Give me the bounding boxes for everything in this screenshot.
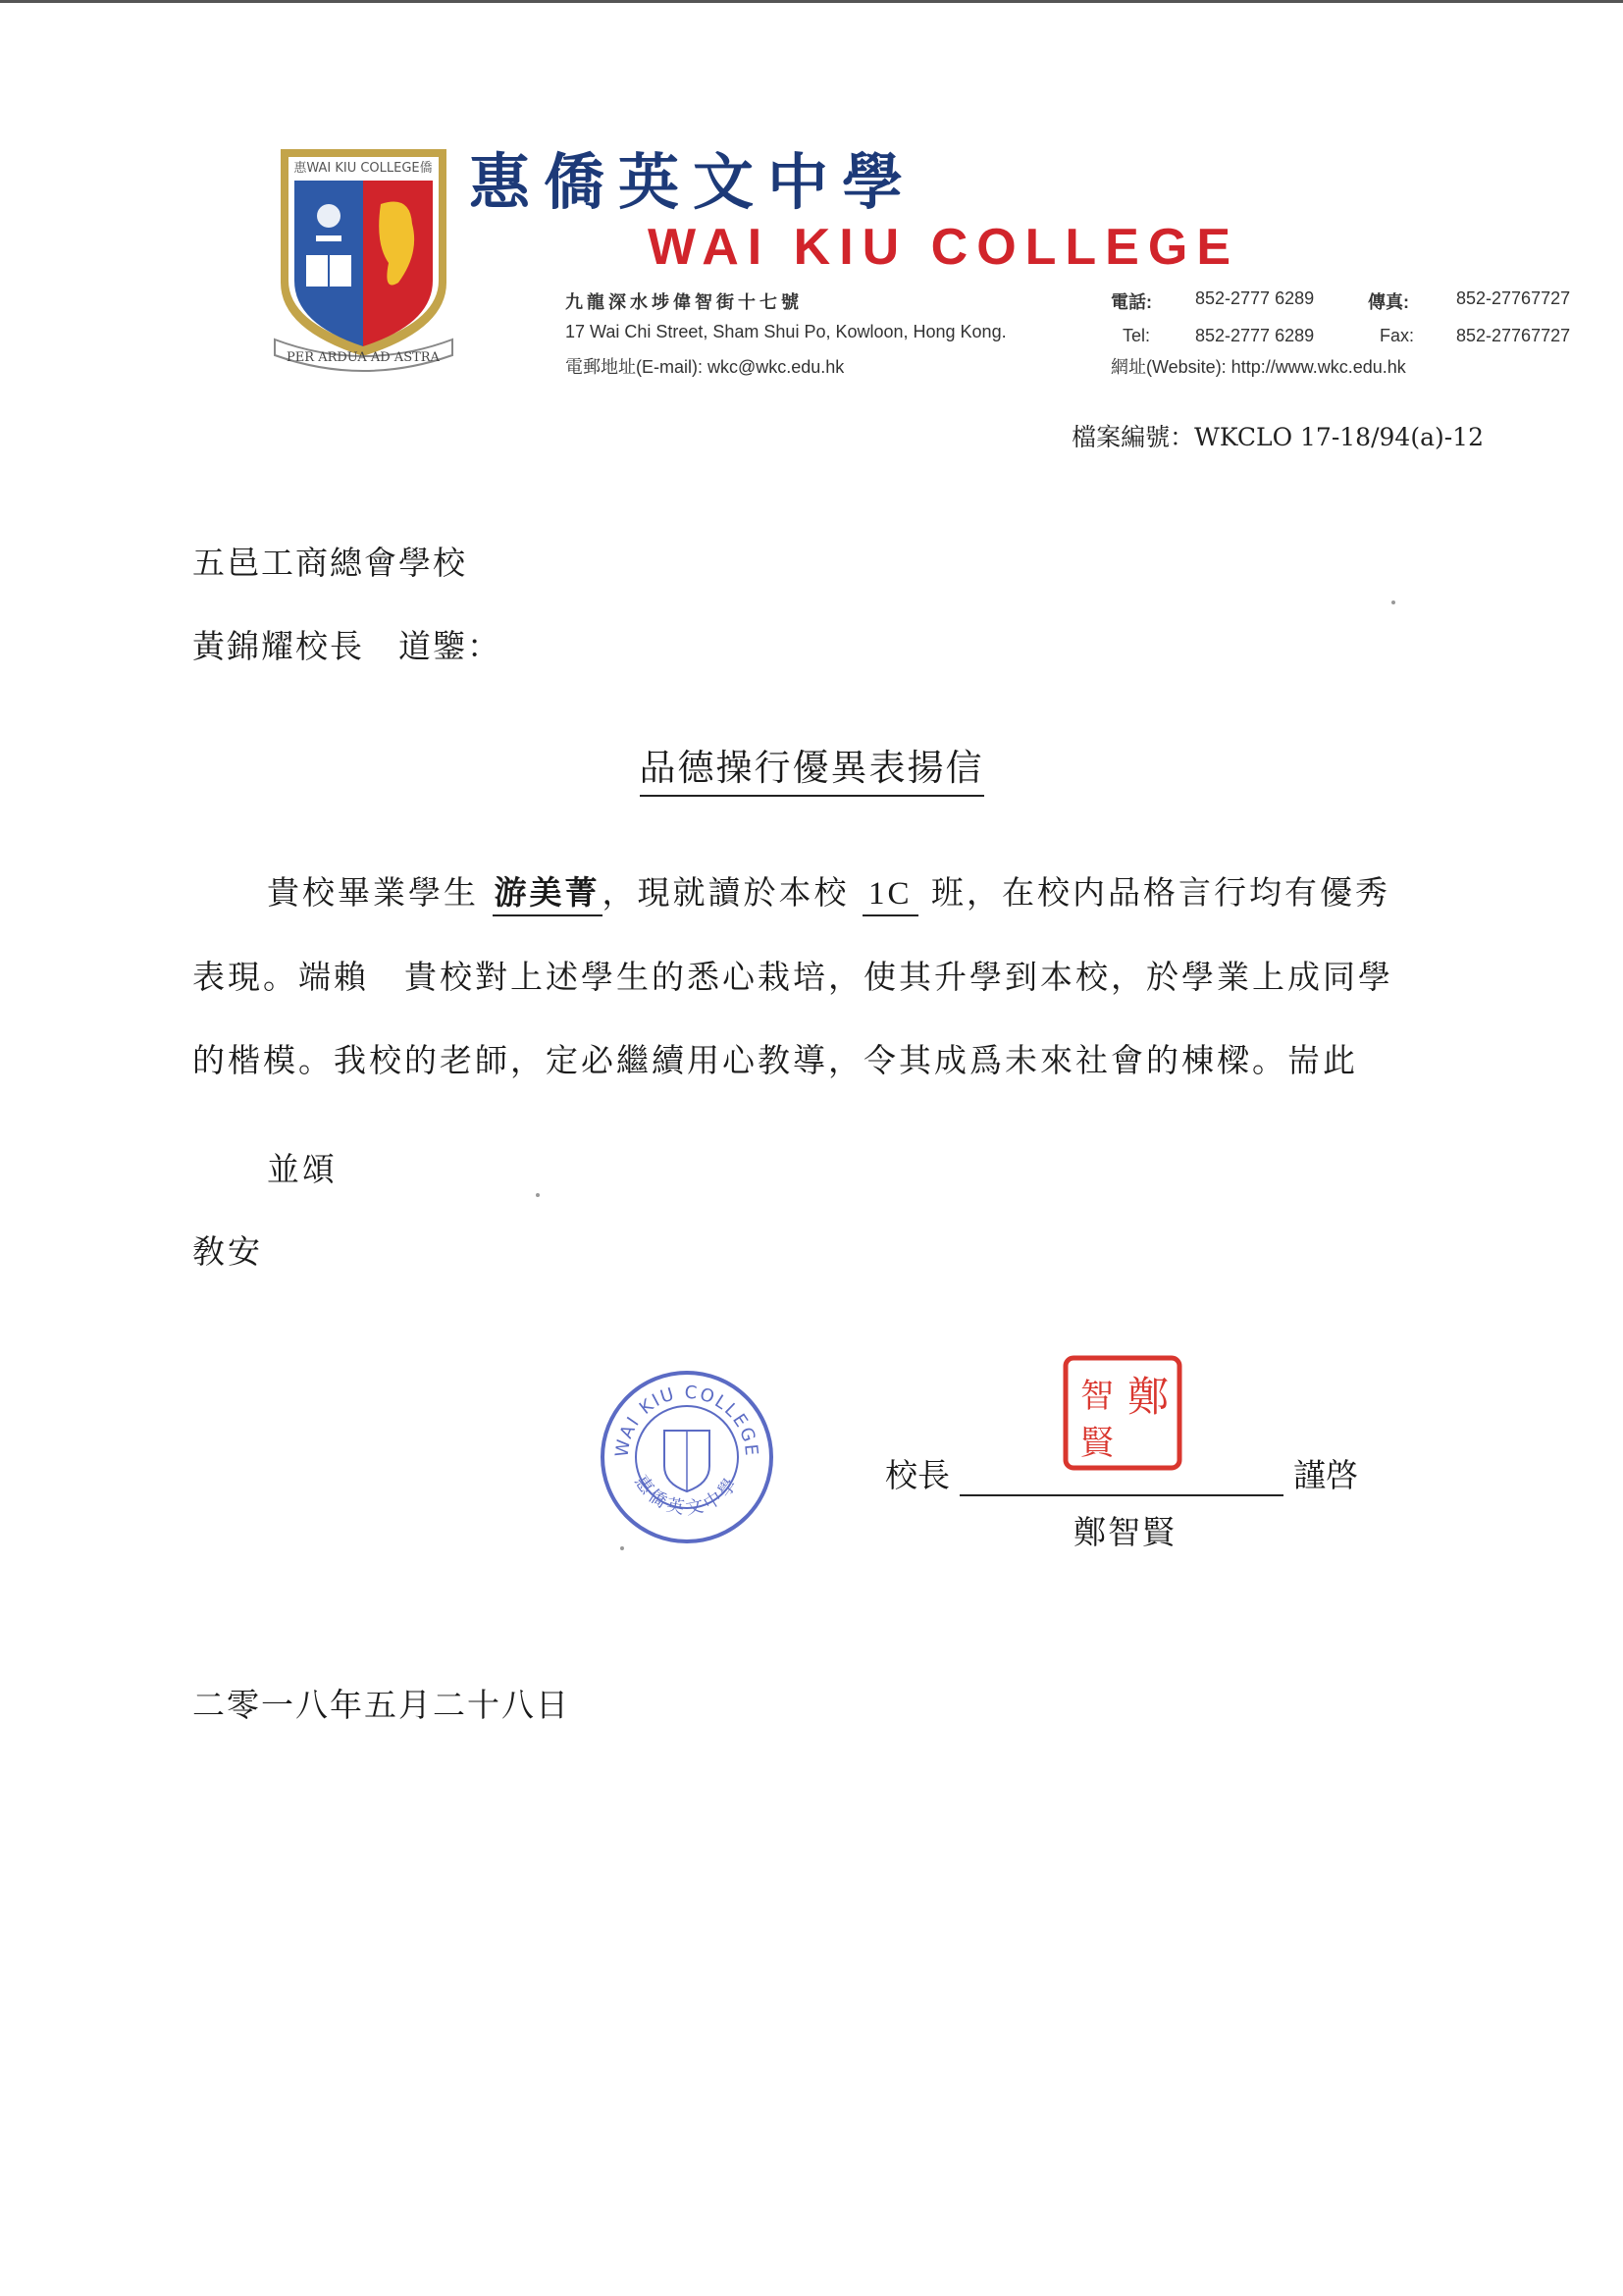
scan-speck (620, 1546, 624, 1550)
school-name-en: WAI KIU COLLEGE (648, 219, 1239, 276)
fax-label-zh: 傳真: (1368, 292, 1409, 312)
body-line-1 (267, 867, 1390, 913)
body-line1-prefix: 貴校畢業學生 (267, 873, 493, 912)
signature-line (960, 1455, 1283, 1496)
letter-date: 二零一八年五月二十八日 (192, 1686, 570, 1724)
body-line-2: 表現。端賴 貴校對上述學生的悉心栽培，使其升學到本校，於學業上成同學 (192, 958, 1393, 996)
salutation: 黃錦耀校長 道鑒： (192, 627, 501, 665)
fax-zh: 852-27767727 (1456, 288, 1571, 308)
body-line-3: 的楷模。我校的老師，定必繼續用心教導，令其成爲未來社會的棟樑。耑此 (192, 1041, 1358, 1079)
closing-line-2: 敎安 (192, 1232, 263, 1271)
file-number: 檔案編號：WKCLO 17-18/94(a)-12 (1072, 423, 1484, 451)
school-seal-zh-text: 惠僑英文中學 (630, 1471, 744, 1520)
phone-label-zh: 電話: (1111, 292, 1152, 312)
principal-label: 校長 (885, 1456, 950, 1494)
phone-en: 852-2777 6289 (1195, 326, 1315, 345)
school-seal-stamp (594, 1364, 780, 1550)
address-en: 17 Wai Chi Street, Sham Shui Po, Kowloon, Hong Kong. (565, 322, 1007, 341)
address-zh: 九龍深水埗偉智街十七號 (565, 292, 803, 312)
scan-speck (1391, 600, 1395, 604)
phone-label-en: Tel: (1123, 326, 1151, 345)
body-line1-suffix: 班，在校内品格言行均有優秀 (917, 873, 1391, 912)
contact-info (1111, 288, 1603, 346)
closing-line-1: 並頌 (267, 1150, 338, 1188)
letter-title (0, 738, 1623, 791)
fax-en: 852-27767727 (1456, 326, 1571, 345)
scan-edge (0, 0, 1623, 3)
website-line: 網址(Website): http://www.wkc.edu.hk (1111, 357, 1406, 377)
school-seal-en-text: WAI KIU COLLEGE (611, 1382, 762, 1459)
addressee: 五邑工商總會學校 (192, 544, 467, 582)
body-line1-mid: ，現就讀於本校 (602, 873, 863, 912)
svg-text:惠WAI KIU COLLEGE僑: 惠WAI KIU COLLEGE僑 (293, 161, 433, 176)
class-name: 1C (863, 876, 918, 916)
svg-text:PER ARDUA AD ASTRA: PER ARDUA AD ASTRA (287, 350, 440, 365)
student-name: 游美菁 (493, 873, 602, 916)
svg-text:賢: 賢 (1080, 1424, 1114, 1463)
svg-text:智: 智 (1080, 1377, 1114, 1416)
letter-title-text: 品德操行優異表揚信 (640, 747, 984, 797)
signature-row (885, 1450, 1358, 1496)
school-name-zh: 惠僑英文中學 (469, 146, 917, 218)
school-crest-logo (273, 145, 454, 376)
email-line: 電郵地址(E-mail): wkc@wkc.edu.hk (565, 357, 845, 377)
fax-label-en: Fax: (1380, 326, 1415, 345)
phone-zh: 852-2777 6289 (1195, 288, 1315, 308)
scan-speck (536, 1193, 540, 1197)
principal-name: 鄭智賢 (1073, 1513, 1177, 1551)
signature-suffix: 謹啓 (1293, 1456, 1358, 1494)
svg-text:鄭: 鄭 (1126, 1373, 1170, 1421)
